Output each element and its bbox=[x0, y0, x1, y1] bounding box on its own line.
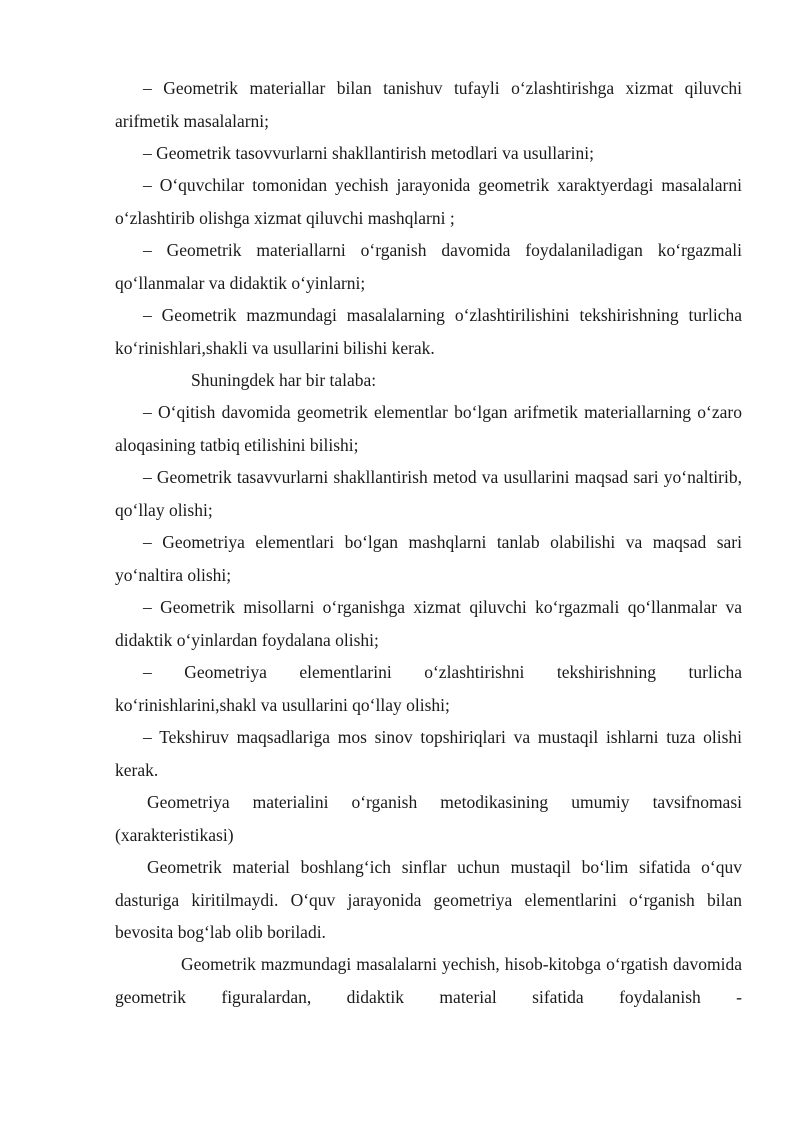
paragraph-8: – Geometrik tasavvurlarni shakllantirish metod va usullarini maqsad sari yo‘naltirib, qo‘llay olishi; bbox=[115, 467, 742, 520]
section-heading: Geometriya materialini o‘rganish metodikasining umumiy tavsifnomasi (xarakteristikasi) bbox=[115, 792, 742, 845]
paragraph-12: – Tekshiruv maqsadlariga mos sinov topshiriqlari va mustaqil ishlarni tuza olishi kerak. bbox=[115, 727, 742, 780]
paragraph-7: – O‘qitish davomida geometrik elementlar bo‘lgan arifmetik materiallarning o‘zaro aloqasining tatbiq etilishini bilishi; bbox=[115, 402, 742, 455]
paragraph-14: Geometrik mazmundagi masalalarni yechish, hisob-kitobga o‘rgatish davomida geometrik figuralardan, didaktik material sifatida foydalanish - bbox=[115, 954, 742, 1007]
paragraph-11: – Geometriya elementlarini o‘zlashtirishni tekshirishning turlicha ko‘rinishlarini,shakl va usullarini qo‘llay olishi; bbox=[115, 662, 742, 715]
paragraph-10: – Geometrik misollarni o‘rganishga xizmat qiluvchi ko‘rgazmali qo‘llanmalar va didaktik o‘yinlardan foydalana olishi; bbox=[115, 597, 742, 650]
paragraph-6: Shuningdek har bir talaba: bbox=[191, 370, 377, 390]
paragraph-5: – Geometrik mazmundagi masalalarning o‘zlashtirilishini tekshirishning turlicha ko‘rinishlari,shakli va usullarini bilishi kerak. bbox=[115, 305, 742, 358]
paragraph-3: – O‘quvchilar tomonidan yechish jarayonida geometrik xaraktyerdagi masalalarni o‘zlashtirib olishga xizmat qiluvchi mashqlarni ; bbox=[115, 175, 742, 228]
paragraph-4: – Geometrik materiallarni o‘rganish davomida foydalaniladigan ko‘rgazmali qo‘llanmalar va didaktik o‘yinlarni; bbox=[115, 240, 742, 293]
paragraph-9: – Geometriya elementlari bo‘lgan mashqlarni tanlab olabilishi va maqsad sari yo‘naltira olishi; bbox=[115, 532, 742, 585]
paragraph-1: – Geometrik materiallar bilan tanishuv tufayli o‘zlashtirishga xizmat qiluvchi arifmetik masalalarni; bbox=[115, 78, 742, 131]
paragraph-2: – Geometrik tasovvurlarni shakllantirish metodlari va usullarini; bbox=[143, 143, 595, 163]
paragraph-13: Geometrik material boshlang‘ich sinflar uchun mustaqil bo‘lim sifatida o‘quv dasturiga kiritilmaydi. O‘quv jarayonida geometriya elementlarini o‘rganish bilan bevosita bog‘lab olib boriladi. bbox=[115, 857, 742, 942]
